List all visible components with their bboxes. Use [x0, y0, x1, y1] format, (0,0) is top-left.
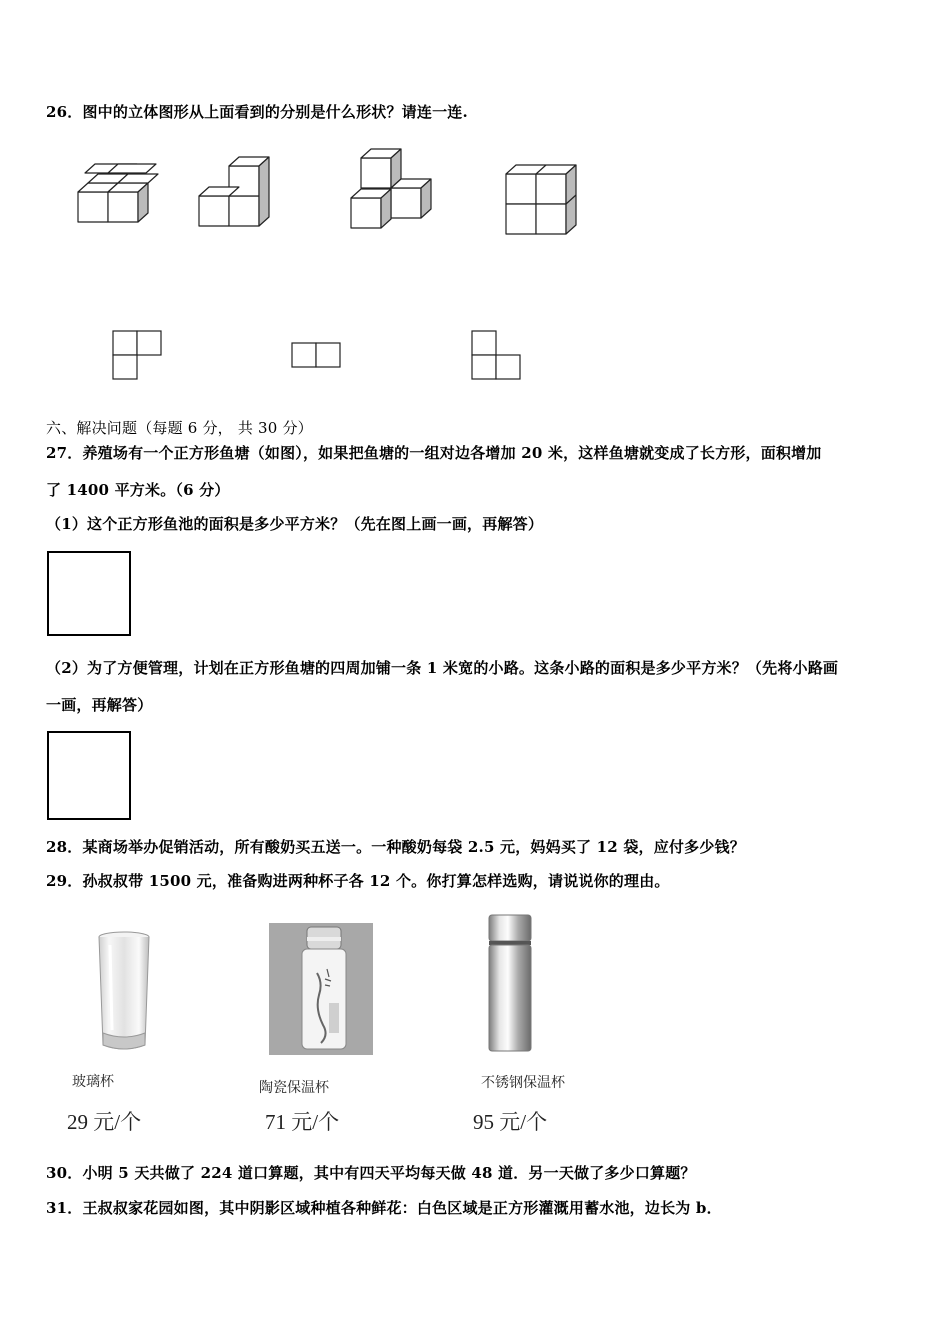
top-view-2: [292, 343, 340, 367]
cube-figure-3: [351, 149, 431, 228]
q30-text: 30．小明 5 天共做了 224 道口算题，其中有四天平均每天做 48 道．另一天做了多少口算题？: [46, 1164, 696, 1182]
cube-figures: [70, 140, 610, 245]
glass-cup-image: [90, 925, 160, 1060]
cup-price-2: 71 元/个: [265, 1110, 340, 1134]
square-pond-figure-2: [47, 731, 131, 820]
cube-figure-1: [78, 164, 158, 222]
cube-figure-2: [199, 157, 269, 226]
top-view-3: [472, 331, 520, 379]
q28-text: 28．某商场举办促销活动，所有酸奶买五送一。一种酸奶每袋 2.5 元，妈妈买了 12 袋，应付多少钱？: [46, 838, 745, 856]
cup-name-1: 玻璃杯: [72, 1074, 114, 1090]
q27-line1: 27．养殖场有一个正方形鱼塘（如图），如果把鱼塘的一组对边各增加 20 米，这样鱼塘就变成了长方形，面积增加: [46, 444, 822, 462]
q27-sub2-line1: （2）为了方便管理，计划在正方形鱼塘的四周加铺一条 1 米宽的小路。这条小路的面积是多少平方米？（先将小路画: [46, 659, 839, 677]
cup-name-3: 不锈钢保温杯: [481, 1075, 565, 1091]
q27-sub2-line2: 一画，再解答）: [46, 696, 153, 714]
cup-price-1: 29 元/个: [67, 1110, 142, 1134]
top-view-shapes: [100, 325, 540, 385]
q31-text: 31．王叔叔家花园如图，其中阴影区域种植各种鲜花：白色区域是正方形灌溉用蓄水池，边长为 b．: [46, 1199, 722, 1217]
q27-sub1: （1）这个正方形鱼池的面积是多少平方米？（先在图上画一画，再解答）: [46, 515, 544, 533]
square-pond-figure-1: [47, 551, 131, 636]
top-view-1: [113, 331, 161, 379]
q29-text: 29．孙叔叔带 1500 元，准备购进两种杯子各 12 个。你打算怎样选购，请说说你的理由。: [46, 872, 670, 890]
steel-cup-image: [485, 913, 537, 1055]
cup-price-3: 95 元/个: [473, 1110, 548, 1134]
cube-figure-4: [506, 165, 576, 234]
cup-name-2: 陶瓷保温杯: [259, 1080, 329, 1096]
ceramic-cup-image: [269, 923, 373, 1055]
section-title: 六、解决问题（每题 6 分， 共 30 分）: [46, 419, 313, 437]
q27-line2: 了 1400 平方米。（6 分）: [46, 481, 230, 499]
q26-text: 26．图中的立体图形从上面看到的分别是什么形状？请连一连.: [46, 103, 468, 121]
